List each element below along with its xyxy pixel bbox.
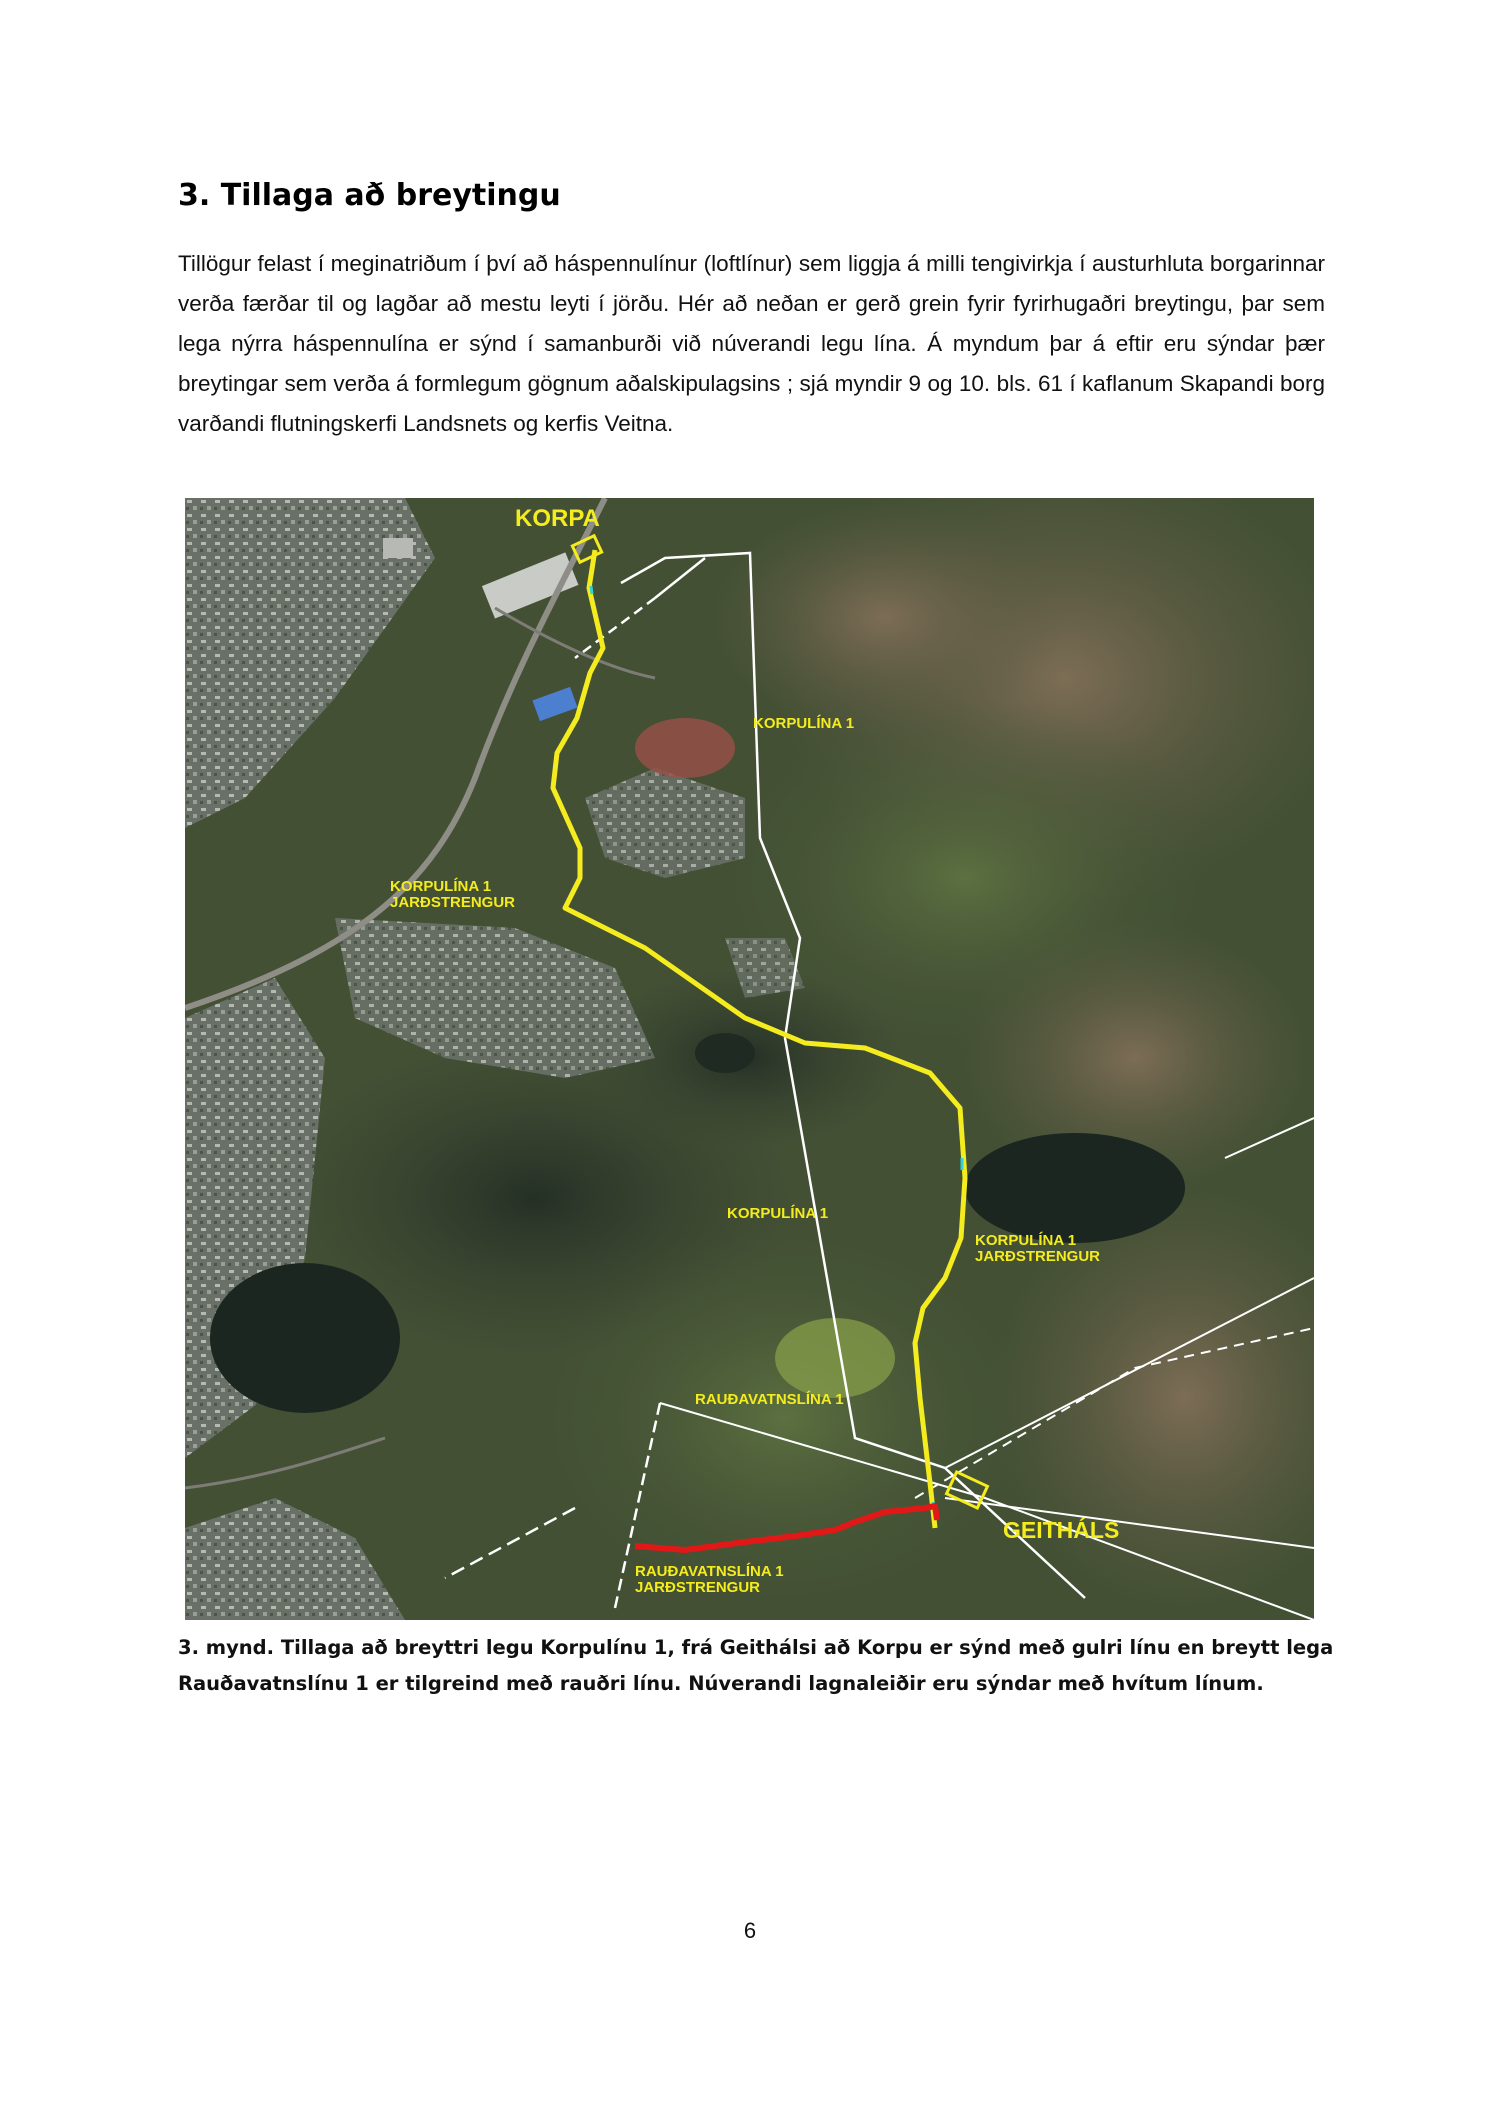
label-korpulina-jardstrengur-left-1: KORPULÍNA 1 [390,878,492,895]
label-korpulina-mid: KORPULÍNA 1 [727,1205,829,1222]
label-raudavatnslina-jardstrengur-1: RAUÐAVATNSLÍNA 1 [635,1563,784,1580]
section-paragraph: Tillögur felast í meginatriðum í því að háspennulínur (loftlínur) sem liggja á milli tengivirkja í austurhluta borgarinnar verða færðar til og lagðar að mestu leyti í jörðu. Hér að neðan er gerð grein fyrir fyrirhugaðri breytingu, þar sem lega nýrra háspennulína er sýnd í samanburði við núverandi legu lína. Á myndum þar á eftir eru sýndar þær breytingar sem verða á formlegum gögnum aðalskipulagsins ; sjá myndir 9 og 10. bls. 61 í kaflanum Skapandi borg varðandi flutningskerfi Landsnets og kerfis Veitna. [178,251,1325,436]
label-geithals: GEITHÁLS [1003,1517,1120,1543]
label-korpa: KORPA [515,505,600,532]
label-korpulina-top: KORPULÍNA 1 [753,715,855,732]
lake-east [965,1133,1185,1243]
label-raudavatnslina: RAUÐAVATNSLÍNA 1 [695,1391,844,1408]
lake-west [210,1263,400,1413]
label-raudavatnslina-jardstrengur-2: JARÐSTRENGUR [635,1579,761,1596]
page-number: 6 [743,1918,757,1943]
label-korpulina-jardstrengur-right-1: KORPULÍNA 1 [975,1232,1077,1249]
caption-line-2: Rauðavatnslínu 1 er tilgreind með rauðri línu. Núverandi lagnaleiðir eru sýndar með hvítum línum. [178,1672,1264,1695]
map-svg [185,498,1314,1620]
label-korpulina-jardstrengur-left-2: JARÐSTRENGUR [390,894,516,911]
figure-caption [178,1630,1338,1702]
aerial-map [185,498,1314,1620]
lake-center [695,1033,755,1073]
caption-line-1: 3. mynd. Tillaga að breyttri legu Korpulínu 1, frá Geithálsi að Korpu er sýnd með gulri línu en breytt lega [178,1636,1334,1659]
label-korpulina-jardstrengur-right-2: JARÐSTRENGUR [975,1248,1101,1265]
section-heading: 3. Tillaga að breytingu [178,178,561,213]
